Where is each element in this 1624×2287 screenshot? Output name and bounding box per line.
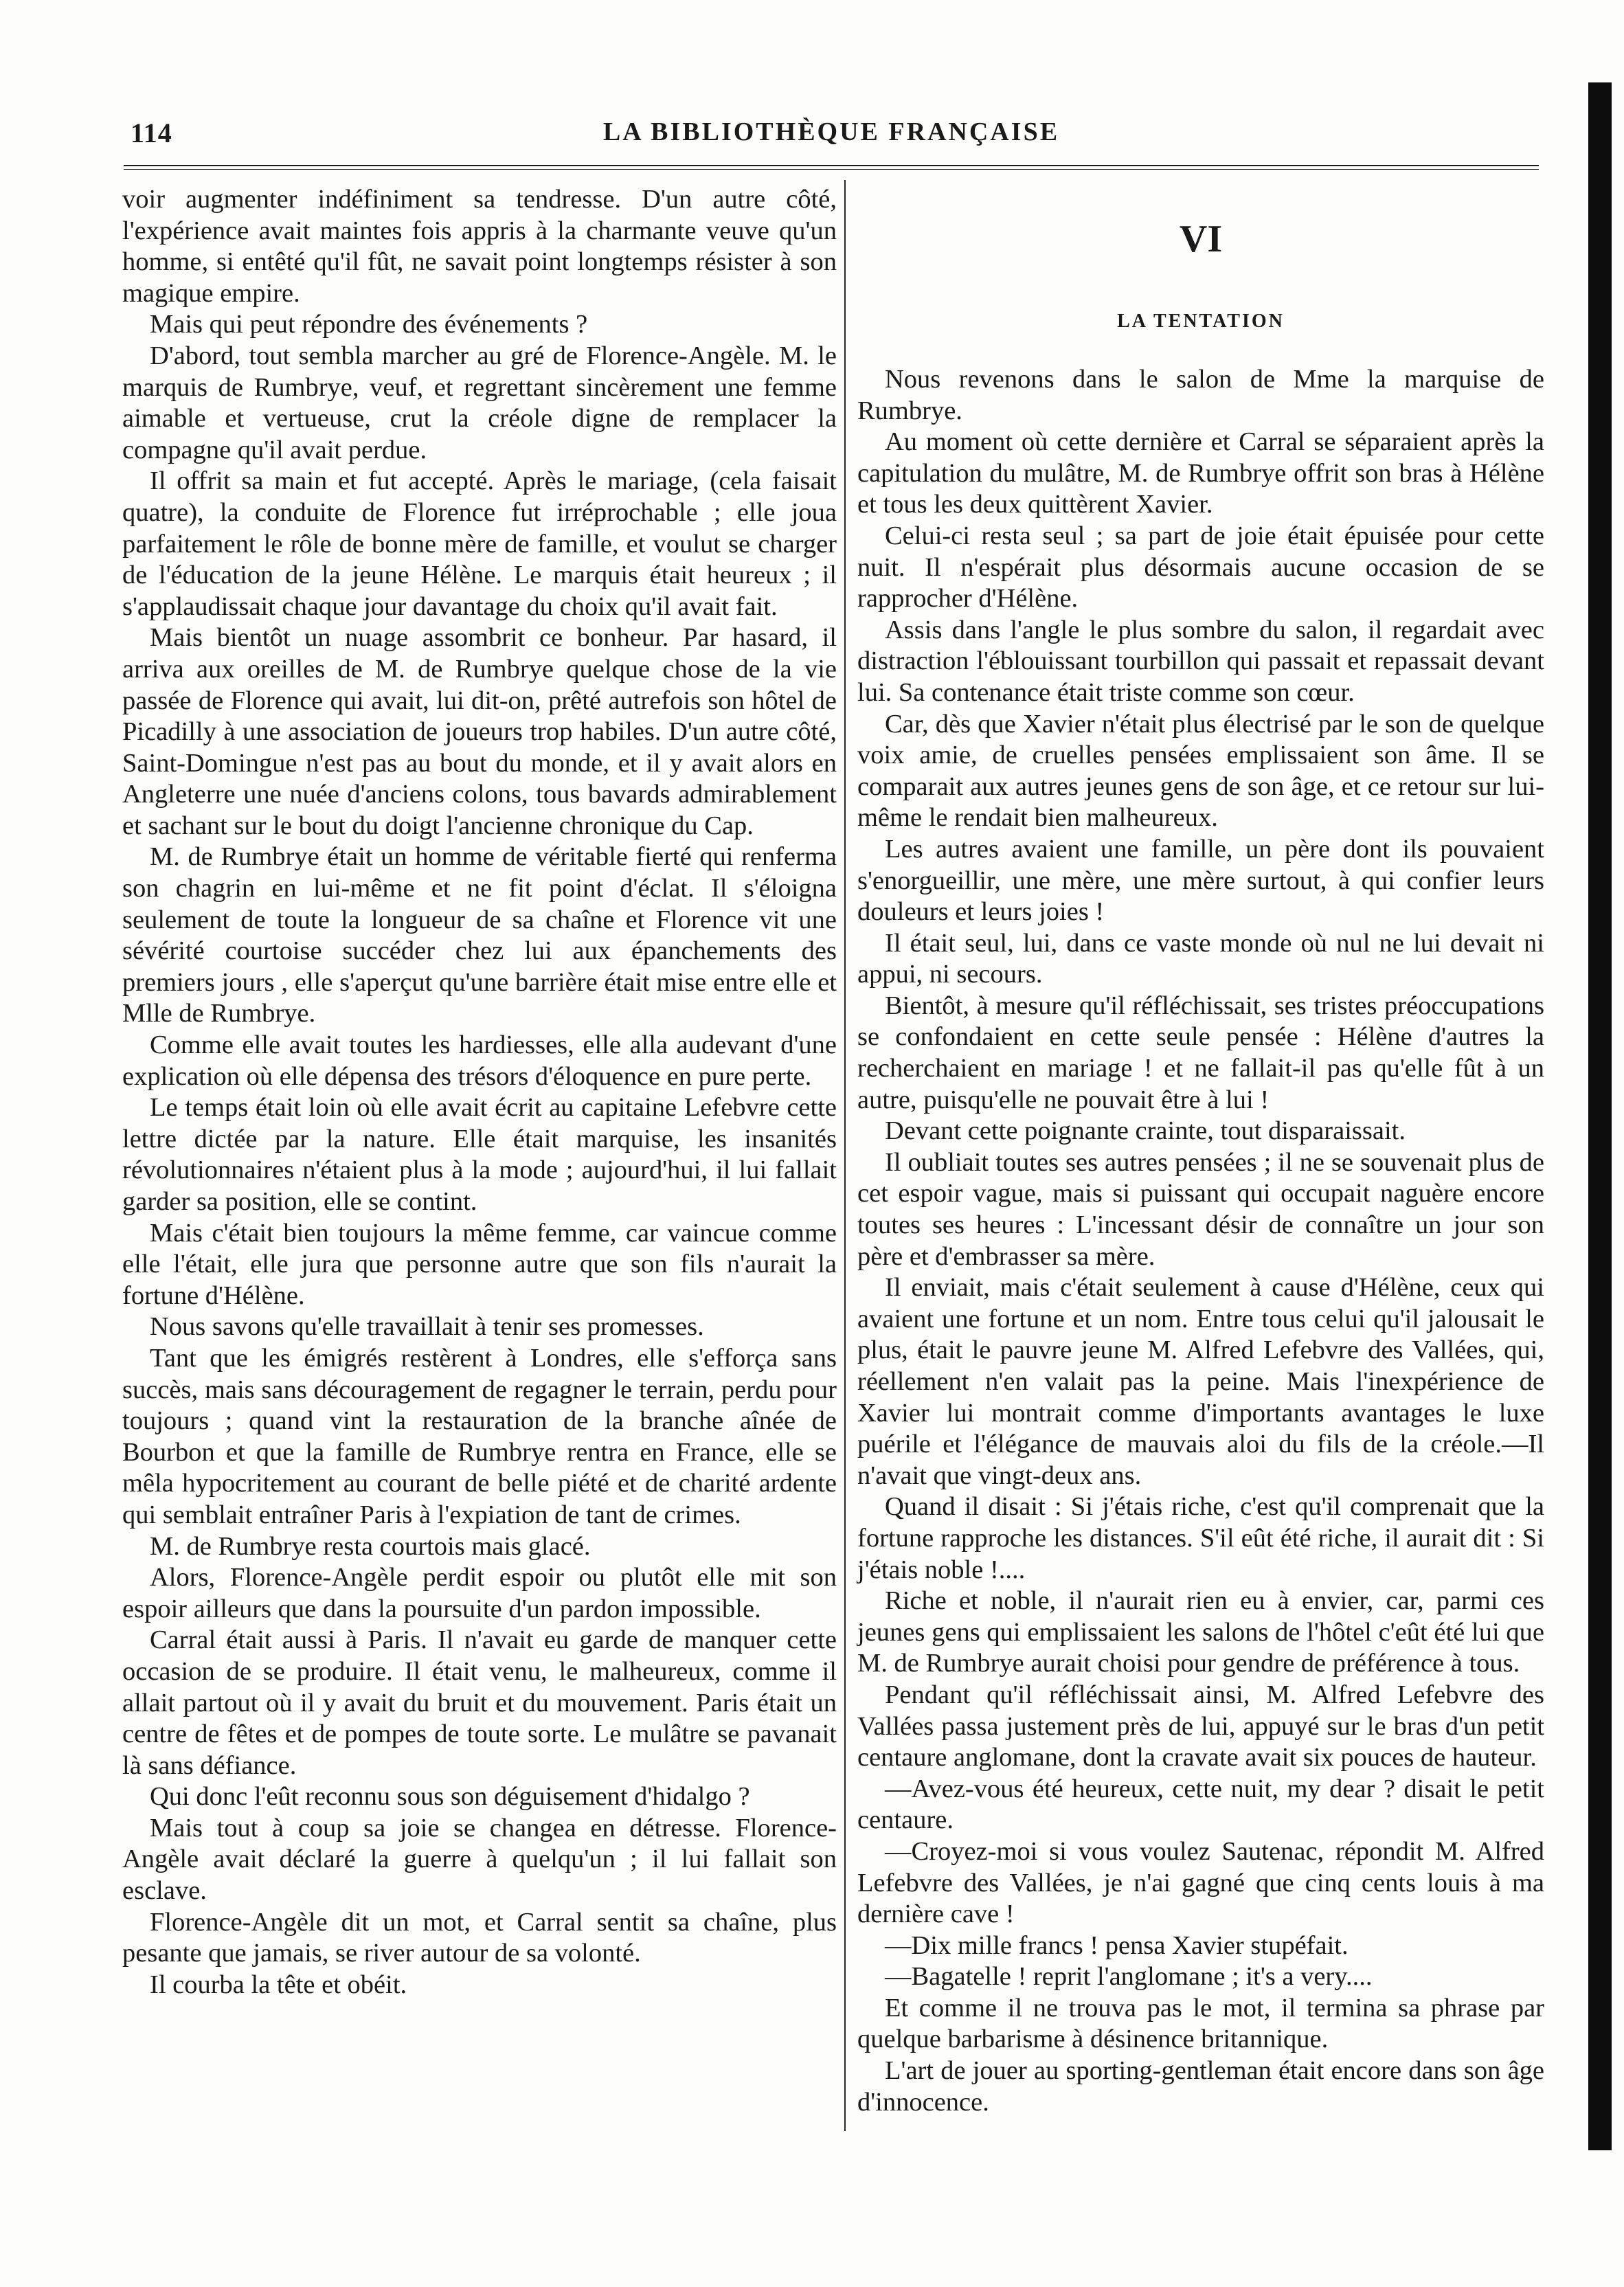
paragraph: Mais qui peut répondre des événements ?	[150, 310, 588, 339]
paragraph: —Croyez-moi si vous voulez Sautenac, répondit M. Alfred Lefebvre des Vallées, je n'ai gagné que cinq cents louis à ma dernière cave !	[857, 1836, 1544, 1929]
paragraph: Comme elle avait toutes les hardiesses, elle alla audevant d'une explication où elle dépensa des trésors d'éloquence en pure perte.	[122, 1030, 837, 1091]
paragraph: Alors, Florence-Angèle perdit espoir ou plutôt elle mit son espoir ailleurs que dans la poursuite d'un pardon impossible.	[122, 1563, 837, 1623]
paragraph: Celui-ci resta seul ; sa part de joie était épuisée pour cette nuit. Il n'espérait plus désormais aucune occasion de se rapprocher d'Hélène.	[857, 521, 1544, 613]
paragraph: —Bagatelle ! reprit l'anglomane ; it's a very....	[885, 1962, 1373, 1992]
paragraph: Le temps était loin où elle avait écrit au capitaine Lefebvre cette lettre dictée par la nature. Elle était marquise, les insanités révolutionnaires n'étaient plus à la mode ; aujourd'hui, il lui fallait garder sa position, elle se contint.	[122, 1093, 837, 1216]
paragraph: Mais c'était bien toujours la même femme, car vaincue comme elle l'était, elle jura que personne autre que son fils n'aurait la fortune d'Hélène.	[122, 1218, 837, 1310]
paragraph: Et comme il ne trouva pas le mot, il termina sa phrase par quelque barbarisme à désinence britannique.	[857, 1993, 1544, 2054]
column-divider	[844, 180, 846, 2131]
running-title: LA BIBLIOTHÈQUE FRANÇAISE	[602, 117, 1060, 146]
chapter-title: LA TENTATION	[1117, 311, 1285, 332]
paragraph: M. de Rumbrye resta courtois mais glacé.	[150, 1531, 591, 1561]
paragraph: Florence-Angèle dit un mot, et Carral sentit sa chaîne, plus pesante que jamais, se river autour de sa volonté.	[122, 1907, 837, 1968]
paragraph: Il était seul, lui, dans ce vaste monde où nul ne lui devait ni appui, ni secours.	[857, 928, 1544, 989]
page-number: 114	[131, 117, 172, 148]
paragraph: Quand il disait : Si j'étais riche, c'est qu'il comprenait que la fortune rapproche les distances. S'il eût été riche, il aurait dit : Si j'étais noble !....	[857, 1492, 1544, 1584]
paragraph: Mais bientôt un nuage assombrit ce bonheur. Par hasard, il arriva aux oreilles de M. de Rumbrye quelque chose de la vie passée de Florence qui avait, lui dit-on, prêté autrefois son hôtel de Picadilly à une association de joueurs trop habiles. D'un autre côté, Saint-Domingue n'est pas au bout du monde, et il y avait alors en Angleterre une nuée d'anciens colons, tous bavards admirablement et sachant sur le bout du doigt l'ancienne chronique du Cap.	[122, 623, 837, 840]
paragraph: Mais tout à coup sa joie se changea en détresse. Florence-Angèle avait déclaré la guerre à quelqu'un ; il lui fallait son esclave.	[122, 1813, 837, 1906]
paragraph: Bientôt, à mesure qu'il réfléchissait, ses tristes préoccupations se confondaient en cette seule pensée : Hélène d'autres la recherchaient en mariage ! et ne fallait-il pas qu'elle fût à un autre, puisqu'elle ne pouvait être à lui !	[857, 991, 1544, 1114]
header-rule	[124, 165, 1539, 170]
paragraph: Riche et noble, il n'aurait rien eu à envier, car, parmi ces jeunes gens qui emplissaient les salons de l'hôtel c'eût été lui que M. de Rumbrye aurait choisi pour gendre de préférence à tous.	[857, 1586, 1544, 1678]
paragraph: Les autres avaient une famille, un père dont ils pouvaient s'enorgueillir, une mère, une mère surtout, à qui confier leurs douleurs et leurs joies !	[857, 834, 1544, 927]
paragraph: Au moment où cette dernière et Carral se séparaient après la capitulation du mulâtre, M. de Rumbrye offrit son bras à Hélène et tous les deux quittèrent Xavier.	[857, 427, 1544, 519]
paragraph: Assis dans l'angle le plus sombre du salon, il regardait avec distraction l'éblouissant tourbillon qui passait et repassait devant lui. Sa contenance était triste comme son cœur.	[857, 615, 1544, 707]
paragraph: Nous revenons dans le salon de Mme la marquise de Rumbrye.	[857, 365, 1544, 425]
paragraph: Nous savons qu'elle travaillait à tenir ses promesses.	[150, 1312, 704, 1342]
paragraph: Devant cette poignante crainte, tout disparaissait.	[885, 1116, 1406, 1146]
right-column	[857, 184, 1544, 2118]
paragraph: voir augmenter indéfiniment sa tendresse. D'un autre côté, l'expérience avait maintes fois appris à la charmante veuve qu'un homme, si entêté qu'il fût, ne savait point longtemps résister à son magique empire.	[122, 185, 837, 308]
paragraph: Car, dès que Xavier n'était plus électrisé par le son de quelque voix amie, de cruelles pensées emplissaient son âme. Il se comparait aux autres jeunes gens de son âge, et ce retour sur lui-même le rendait bien malheureux.	[857, 709, 1544, 833]
paragraph: Tant que les émigrés restèrent à Londres, elle s'efforça sans succès, mais sans découragement de regagner le terrain, perdu pour toujours ; quand vint la restauration de la branche aînée de Bourbon et que la famille de Rumbrye rentra en France, elle se mêla hypocritement au courant de belle piété et de charité ardente qui semblait entraîner Paris à l'expiation de tant de crimes.	[122, 1343, 837, 1529]
paragraph: Il enviait, mais c'était seulement à cause d'Hélène, ceux qui avaient une fortune et un nom. Entre tous celui qu'il jalousait le plus, était le pauvre jeune M. Alfred Lefebvre des Vallées, qui, réellement n'en valait pas la peine. Mais l'inexpérience de Xavier lui montrait comme d'importants avantages le luxe puérile et l'élégance de mauvais aloi du fils de la créole.—Il n'avait que vingt-deux ans.	[857, 1273, 1544, 1490]
paragraph: Il courba la tête et obéit.	[150, 1970, 407, 1999]
chapter-number: VI	[1179, 218, 1223, 260]
paragraph: Il oubliait toutes ses autres pensées ; il ne se souvenait plus de cet espoir vague, mais si puissant qui occupait naguère encore toutes ses heures : L'incessant désir de connaître un jour son père et d'embrasser sa mère.	[857, 1147, 1544, 1271]
page-edge-shadow	[1588, 82, 1612, 2150]
paragraph: L'art de jouer au sporting-gentleman était encore dans son âge d'innocence.	[857, 2056, 1544, 2117]
paragraph: M. de Rumbrye était un homme de véritable fierté qui renferma son chagrin en lui-même et ne fit point d'éclat. Il s'éloigna seulement de toute la longueur de sa chaîne et Florence vit une sévérité courtoise succéder chez lui aux épanchements des premiers jours , elle s'aperçut qu'une barrière était mise entre elle et Mlle de Rumbrye.	[122, 842, 837, 1028]
paragraph: D'abord, tout sembla marcher au gré de Florence-Angèle. M. le marquis de Rumbrye, veuf, et regrettant sincèrement une femme aimable et vertueuse, crut la créole digne de remplacer la compagne qu'il avait perdue.	[122, 341, 837, 464]
paragraph: Pendant qu'il réfléchissait ainsi, M. Alfred Lefebvre des Vallées passa justement près de lui, appuyé sur le bras d'un petit centaure anglomane, dont la cravate avait six pouces de hauteur.	[857, 1680, 1544, 1772]
paragraph: Carral était aussi à Paris. Il n'avait eu garde de manquer cette occasion de se produire. Il était venu, le malheureux, comme il allait partout où il y avait du bruit et du mouvement. Paris était un centre de fêtes et de pompes de toute sorte. Le mulâtre se pavanait là sans défiance.	[122, 1625, 837, 1780]
page-header	[124, 117, 1539, 151]
paragraph: Qui donc l'eût reconnu sous son déguisement d'hidalgo ?	[150, 1782, 750, 1812]
paragraph: Il offrit sa main et fut accepté. Après le mariage, (cela faisait quatre), la conduite de Florence fut irréprochable ; elle joua parfaitement le rôle de bonne mère de famille, et voulut se charger de l'éducation de la jeune Hélène. Le marquis était heureux ; il s'applaudissait chaque jour davantage du choix qu'il avait fait.	[122, 466, 837, 621]
left-column	[122, 184, 837, 2001]
paragraph: —Dix mille francs ! pensa Xavier stupéfait.	[885, 1930, 1349, 1960]
paragraph: —Avez-vous été heureux, cette nuit, my dear ? disait le petit centaure.	[857, 1774, 1544, 1835]
